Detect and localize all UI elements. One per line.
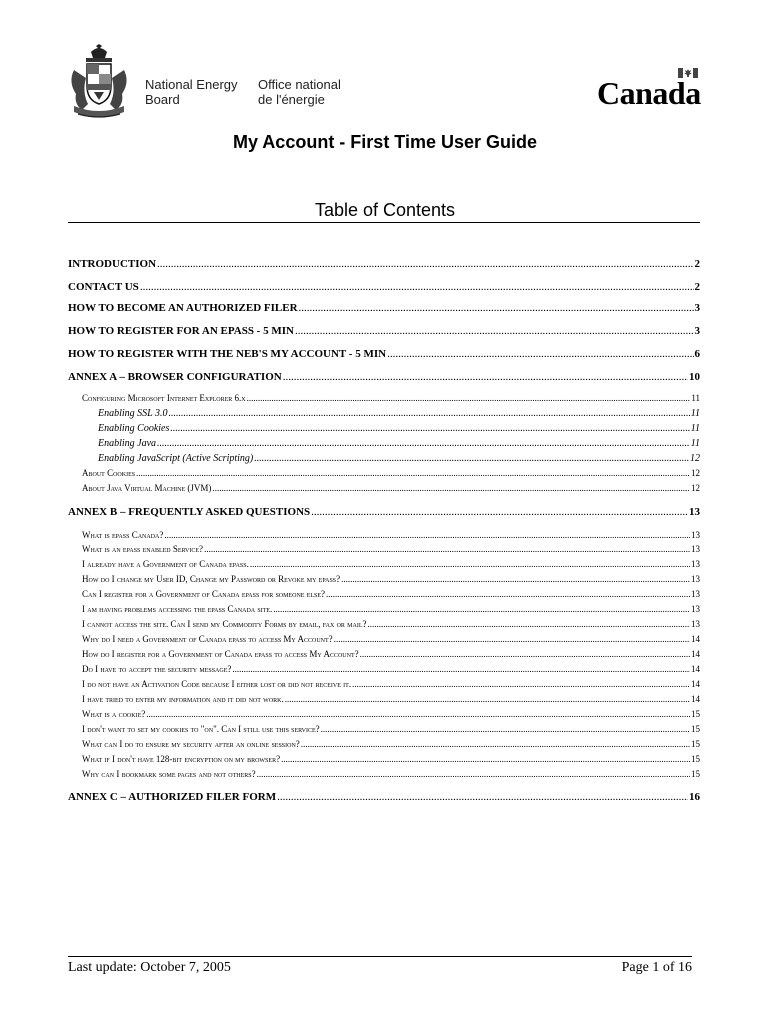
toc-dot-leader [212, 483, 690, 493]
toc-dot-leader [157, 438, 690, 449]
toc-entry-label: HOW TO REGISTER WITH THE NEB'S MY ACCOUNT - 5 MIN [68, 348, 387, 360]
toc-entry-label: Why do I need a Government of Canada epass to access My Account? [82, 634, 333, 644]
toc-entry-page: 15 [691, 724, 700, 734]
toc-entry[interactable] [82, 483, 700, 493]
toc-entry-page: 11 [691, 393, 700, 403]
agency-name-english: National Energy Board [145, 77, 238, 107]
toc-dot-leader [254, 453, 689, 464]
toc-entry[interactable] [98, 408, 700, 419]
toc-entry-label: What can I do to ensure my security after an online session? [82, 739, 300, 749]
toc-entry-label: ANNEX B – FREQUENTLY ASKED QUESTIONS [68, 506, 311, 518]
toc-entry-page: 13 [691, 559, 700, 569]
toc-entry[interactable] [82, 724, 700, 734]
toc-dot-leader [277, 791, 688, 803]
toc-entry[interactable] [68, 302, 700, 314]
toc-entry-label: I already have a Government of Canada epass. [82, 559, 249, 569]
toc-entry[interactable] [82, 664, 700, 674]
toc-entry-label: How do I register for a Government of Canada epass to access My Account? [82, 649, 359, 659]
toc-entry[interactable] [82, 589, 700, 599]
toc-entry-page: 3 [694, 302, 700, 314]
toc-entry-label: ANNEX A – BROWSER CONFIGURATION [68, 371, 282, 383]
toc-entry-label: About Cookies [82, 468, 136, 478]
toc-dot-leader [295, 325, 694, 337]
toc-dot-leader [169, 408, 690, 419]
toc-entry-label: I am having problems accessing the epass Canada site. [82, 604, 273, 614]
toc-entry[interactable] [98, 453, 700, 464]
toc-heading: Table of Contents [314, 200, 456, 220]
toc-dot-leader [341, 574, 690, 584]
toc-dot-leader [250, 559, 690, 569]
toc-entry[interactable] [82, 634, 700, 644]
toc-entry-page: 14 [691, 634, 700, 644]
toc-entry-page: 13 [691, 574, 700, 584]
toc-entry[interactable] [82, 619, 700, 629]
toc-entry-page: 13 [689, 506, 700, 518]
toc-entry[interactable] [82, 468, 700, 478]
toc-entry-label: ANNEX C – AUTHORIZED FILER FORM [68, 791, 277, 803]
toc-entry-page: 15 [691, 739, 700, 749]
toc-dot-leader [247, 393, 691, 403]
toc-entry[interactable] [68, 258, 700, 270]
toc-entry-page: 12 [691, 468, 700, 478]
toc-entry[interactable] [82, 604, 700, 614]
toc-entry-label: How do I change my User ID, Change my Password or Revoke my epass? [82, 574, 341, 584]
document-title: My Account - First Time User Guide [232, 132, 538, 152]
toc-entry-label: INTRODUCTION [68, 258, 157, 270]
toc-dot-leader [157, 258, 693, 270]
toc-entry[interactable] [68, 791, 700, 803]
toc-entry[interactable] [82, 739, 700, 749]
toc-dot-leader [326, 589, 690, 599]
toc-entry-label: Enabling Java [98, 438, 157, 449]
toc-entry-label: What is epass Canada? [82, 530, 164, 540]
toc-dot-leader [204, 544, 690, 554]
toc-entry-label: CONTACT US [68, 281, 139, 293]
toc-dot-leader [311, 506, 688, 518]
toc-entry-page: 11 [690, 438, 700, 449]
toc-entry[interactable] [82, 393, 700, 403]
toc-entry[interactable] [82, 694, 700, 704]
toc-entry-label: Enabling SSL 3.0 [98, 408, 168, 419]
toc-entry-page: 13 [691, 619, 700, 629]
toc-entry-label: Enabling Cookies [98, 423, 170, 434]
toc-entry[interactable] [68, 506, 700, 518]
toc-entry-label: What is a cookie? [82, 709, 146, 719]
toc-dot-leader [164, 530, 690, 540]
toc-entry-page: 14 [691, 679, 700, 689]
toc-entry[interactable] [82, 769, 700, 779]
toc-entry[interactable] [82, 544, 700, 554]
toc-entry-page: 15 [691, 709, 700, 719]
toc-entry[interactable] [98, 438, 700, 449]
toc-entry-label: Enabling JavaScript (Active Scripting) [98, 453, 254, 464]
page-number: Page 1 of 16 [621, 960, 692, 975]
last-update-text: Last update: October 7, 2005 [68, 960, 231, 975]
toc-entry-page: 3 [694, 325, 700, 337]
toc-entry-page: 10 [689, 371, 700, 383]
toc-entry-page: 15 [691, 754, 700, 764]
toc-dot-leader [273, 604, 690, 614]
toc-dot-leader [136, 468, 690, 478]
toc-dot-leader [367, 619, 690, 629]
toc-dot-leader [321, 724, 690, 734]
toc-entry-page: 11 [690, 423, 700, 434]
toc-entry-page: 12 [691, 483, 700, 493]
toc-entry[interactable] [82, 574, 700, 584]
toc-entry-page: 12 [690, 453, 700, 464]
toc-entry-label: I do not have an Activation Code because I either lost or did not receive it. [82, 679, 352, 689]
toc-entry-page: 2 [694, 258, 700, 270]
toc-entry[interactable] [82, 754, 700, 764]
toc-dot-leader [140, 281, 694, 293]
toc-dot-leader [360, 649, 690, 659]
toc-entry-label: What is an epass enabled Service? [82, 544, 204, 554]
toc-entry-label: Why can I bookmark some pages and not others? [82, 769, 256, 779]
toc-dot-leader [170, 423, 689, 434]
toc-entry-page: 16 [689, 791, 700, 803]
toc-entry-label: What if I don't have 128-bit encryption on my browser? [82, 754, 281, 764]
toc-entry-page: 13 [691, 604, 700, 614]
footer-rule [68, 956, 692, 957]
toc-dot-leader [257, 769, 690, 779]
agency-name-french: Office national de l'énergie [258, 77, 341, 107]
toc-dot-leader [232, 664, 690, 674]
toc-entry-label: HOW TO BECOME AN AUTHORIZED FILER [68, 302, 298, 314]
toc-entry[interactable] [68, 281, 700, 293]
toc-dot-leader [301, 739, 690, 749]
toc-dot-leader [352, 679, 690, 689]
toc-entry-label: Can I register for a Government of Canada epass for someone else? [82, 589, 326, 599]
toc-entry-page: 14 [691, 649, 700, 659]
toc-entry[interactable] [68, 371, 700, 383]
toc-entry-page: 14 [691, 664, 700, 674]
toc-entry[interactable] [98, 423, 700, 434]
toc-entry-page: 6 [694, 348, 700, 360]
toc-dot-leader [387, 348, 693, 360]
toc-entry-label: Configuring Microsoft Internet Explorer 6.x [82, 393, 246, 403]
toc-entry[interactable] [82, 559, 700, 569]
toc-entry-label: I don't want to set my cookies to "on". Can I still use this service? [82, 724, 320, 734]
toc-entry-page: 13 [691, 589, 700, 599]
toc-entry-page: 11 [690, 408, 700, 419]
toc-dot-leader [146, 709, 690, 719]
canada-wordmark: Canada [597, 75, 701, 111]
toc-entry[interactable] [68, 348, 700, 360]
toc-dot-leader [283, 371, 688, 383]
toc-entry-label: About Java Virtual Machine (JVM) [82, 483, 212, 493]
toc-dot-leader [299, 302, 694, 314]
toc-entry[interactable] [82, 679, 700, 689]
toc-entry-label: Do I have to accept the security message? [82, 664, 232, 674]
toc-entry-page: 13 [691, 544, 700, 554]
toc-entry[interactable] [82, 709, 700, 719]
toc-entry-label: HOW TO REGISTER FOR AN EPASS - 5 MIN [68, 325, 294, 337]
toc-entry-label: I cannot access the site. Can I send my Commodity Forms by email, fax or mail? [82, 619, 367, 629]
toc-entry[interactable] [82, 530, 700, 540]
toc-dot-leader [281, 754, 690, 764]
toc-entry-page: 13 [691, 530, 700, 540]
toc-dot-leader [285, 694, 690, 704]
toc-entry-page: 2 [694, 281, 700, 293]
toc-dot-leader [334, 634, 690, 644]
toc-entry-label: I have tried to enter my information and it did not work. [82, 694, 284, 704]
toc-entry[interactable] [82, 649, 700, 659]
toc-entry-page: 14 [691, 694, 700, 704]
toc-entry[interactable] [68, 325, 700, 337]
toc-entry-page: 15 [691, 769, 700, 779]
